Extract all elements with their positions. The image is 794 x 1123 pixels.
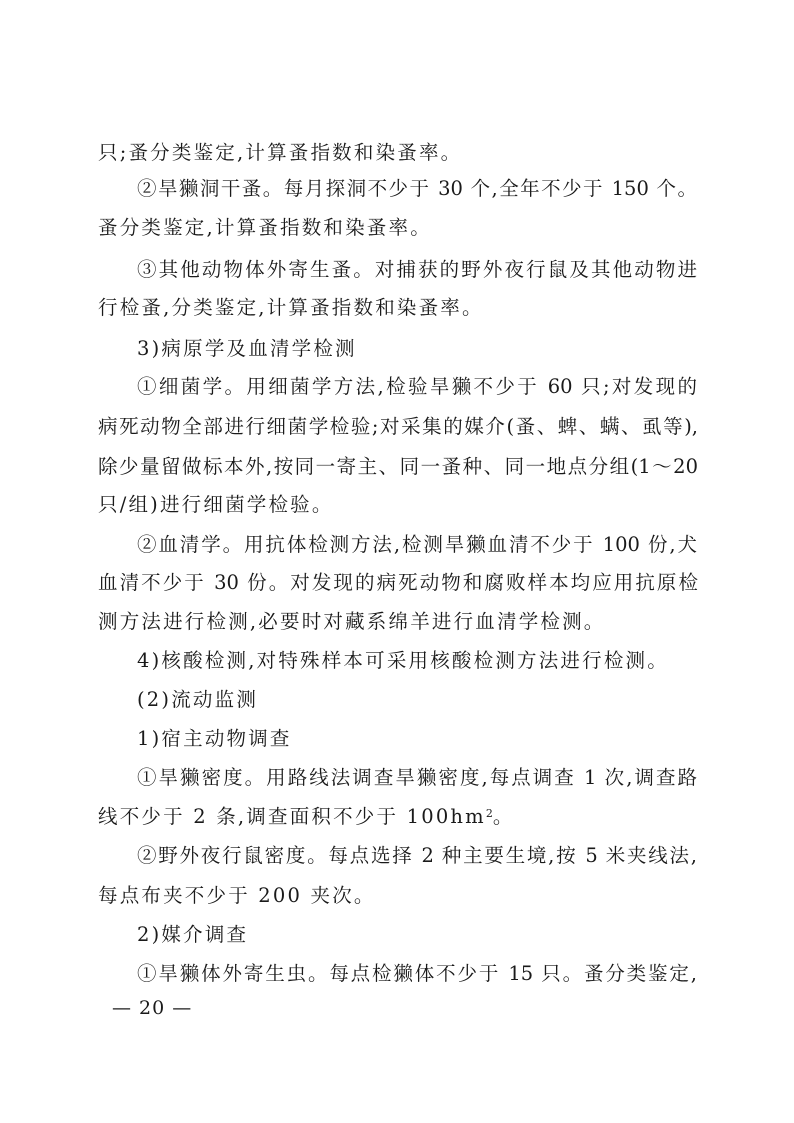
section-heading: (2)流动监测 (137, 688, 259, 711)
paragraph-line: 行检蚤,分类鉴定,计算蚤指数和染蚤率。 (98, 296, 484, 319)
paragraph-line (98, 804, 698, 830)
paragraph-line: 蚤分类鉴定,计算蚤指数和染蚤率。 (98, 216, 432, 239)
paragraph-line: ③其他动物体外寄生蚤。对捕获的野外夜行鼠及其他动物进 (137, 258, 697, 281)
paragraph-line: ①细菌学。用细菌学方法,检验旱獭不少于 60 只;对发现的 (137, 375, 697, 398)
section-heading: 2)媒介调查 (137, 923, 249, 946)
paragraph-line: 测方法进行检测,必要时对藏系绵羊进行血清学检测。 (98, 610, 606, 633)
paragraph-line: 血清不少于 30 份。对发现的病死动物和腐败样本均应用抗原检 (98, 571, 698, 594)
paragraph-line: 只/组)进行细菌学检验。 (98, 493, 334, 516)
line-end-mark: 。 (492, 805, 515, 828)
section-heading: 1)宿主动物调查 (137, 727, 292, 750)
superscript: 2 (485, 807, 493, 820)
section-heading: 3)病原学及血清学检测 (137, 337, 357, 360)
paragraph-line: 病死动物全部进行细菌学检验;对采集的媒介(蚤、蜱、螨、虱等), (98, 415, 698, 438)
paragraph-line: ②野外夜行鼠密度。每点选择 2 种主要生境,按 5 米夹线法, (137, 844, 697, 867)
paragraph-line: ②血清学。用抗体检测方法,检测旱獭血清不少于 100 份,犬 (137, 533, 697, 556)
paragraph-line: 4)核酸检测,对特殊样本可采用核酸检测方法进行检测。 (137, 649, 669, 672)
paragraph-line: 每点布夹不少于 200 夹次。 (98, 884, 376, 907)
page-number: — 20 — (112, 997, 193, 1019)
paragraph-line: 除少量留做标本外,按同一寄主、同一蚤种、同一地点分组(1～20 (98, 455, 698, 478)
paragraph-line: ①旱獭密度。用路线法调查旱獭密度,每点调查 1 次,调查路 (137, 766, 697, 789)
area-text: 线不少于 2 条,调查面积不少于 100hm (98, 805, 486, 828)
paragraph-line: ①旱獭体外寄生虫。每点检獭体不少于 15 只。蚤分类鉴定, (137, 962, 697, 985)
paragraph-line: ②旱獭洞干蚤。每月探洞不少于 30 个,全年不少于 150 个。 (137, 177, 697, 200)
paragraph-line: 只;蚤分类鉴定,计算蚤指数和染蚤率。 (98, 141, 463, 164)
